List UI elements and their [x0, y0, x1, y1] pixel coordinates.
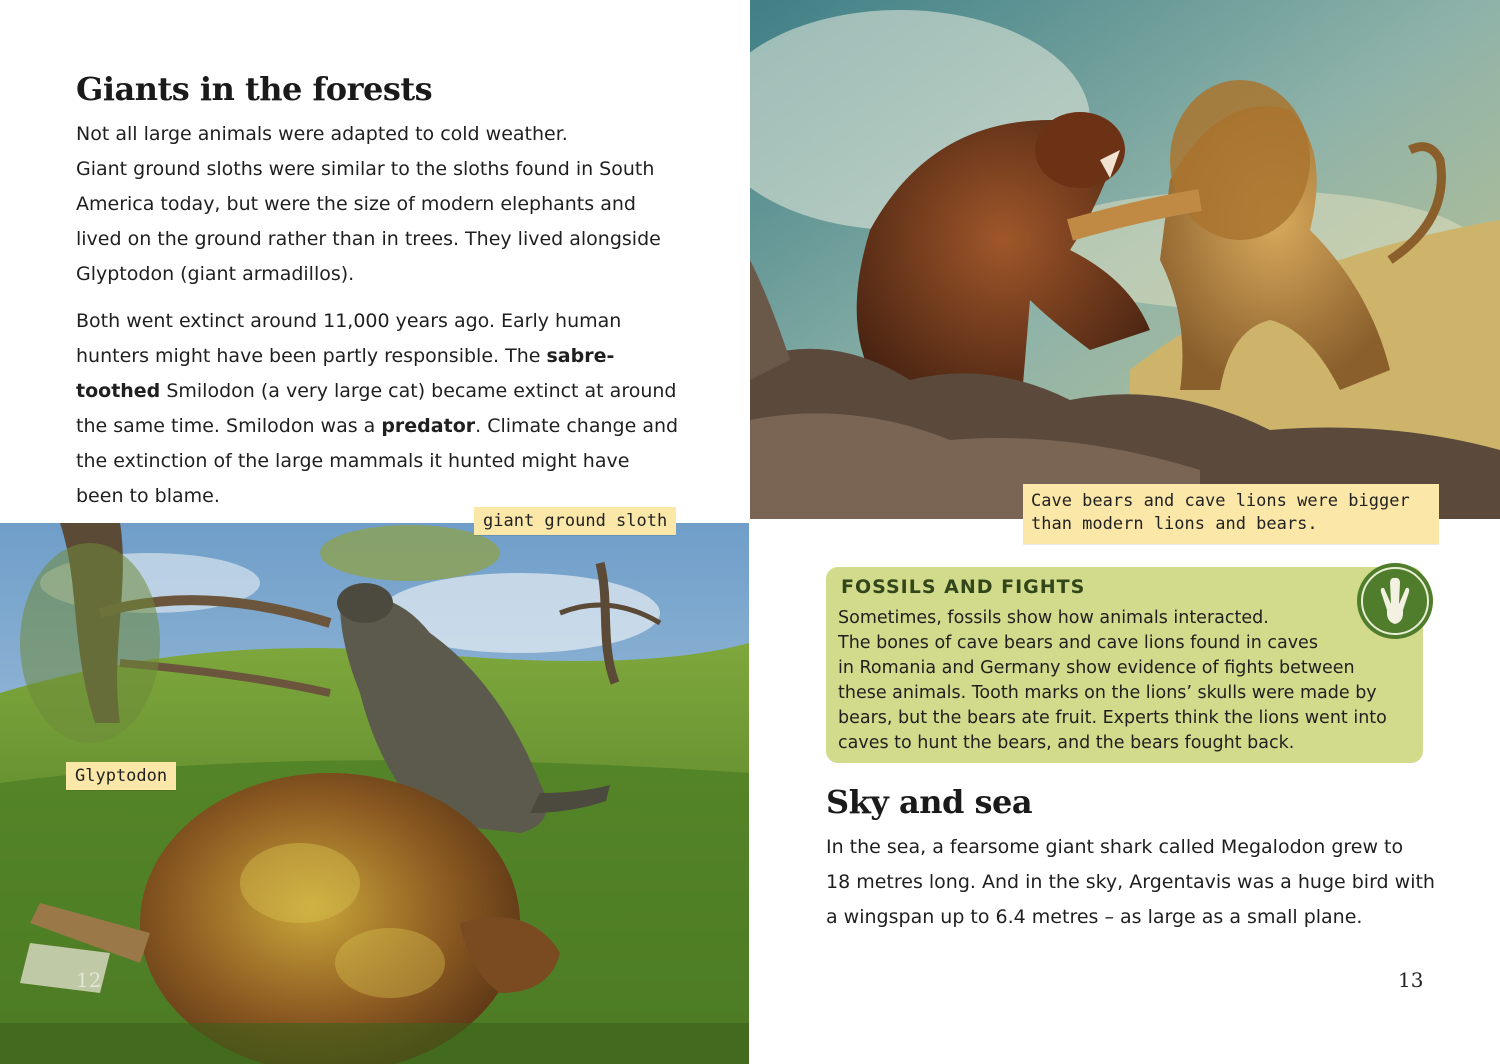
- label-giant-ground-sloth: giant ground sloth: [474, 507, 676, 535]
- paragraph-cold-weather: [76, 117, 661, 292]
- text-line: [76, 339, 678, 374]
- caption-cave-bears-lions: [1023, 484, 1439, 544]
- text-line: a wingspan up to 6.4 metres – as large as a small plane.: [826, 906, 1363, 928]
- text-line: lived on the ground rather than in trees. They lived alongside: [76, 228, 661, 250]
- bear-scene-svg: [750, 0, 1500, 519]
- dinosaur-footprint-icon: [1356, 562, 1434, 640]
- fact-line: in Romania and Germany show evidence of fights between: [838, 658, 1355, 678]
- text-line: In the sea, a fearsome giant shark called Megalodon grew to: [826, 836, 1404, 858]
- glossary-term-sabre-toothed: sabre-: [546, 345, 615, 367]
- label-glyptodon: Glyptodon: [66, 762, 176, 790]
- text-line: Not all large animals were adapted to cold weather.: [76, 123, 568, 145]
- text-line: America today, but were the size of modern elephants and: [76, 193, 636, 215]
- heading-sky-and-sea: Sky and sea: [826, 783, 1033, 821]
- text-run: the same time. Smilodon was a: [76, 415, 382, 437]
- sloth-glyptodon-illustration: [0, 523, 749, 1064]
- text-line: 18 metres long. And in the sky, Argentavis was a huge bird with: [826, 871, 1435, 893]
- sloth-scene-svg: [0, 523, 749, 1064]
- fact-box-title: FOSSILS AND FIGHTS: [841, 576, 1086, 598]
- caption-line: Cave bears and cave lions were bigger: [1031, 491, 1410, 511]
- text-line: the extinction of the large mammals it hunted might have: [76, 450, 630, 472]
- text-run: . Climate change and: [475, 415, 679, 437]
- text-line: Giant ground sloths were similar to the sloths found in South: [76, 158, 655, 180]
- text-line: Both went extinct around 11,000 years ago. Early human: [76, 310, 622, 332]
- paragraph-sky-and-sea: [826, 830, 1435, 935]
- fact-line: these animals. Tooth marks on the lions’ skulls were made by: [838, 683, 1377, 703]
- text-line: [76, 409, 678, 444]
- text-line: Glyptodon (giant armadillos).: [76, 263, 355, 285]
- caption-line: than modern lions and bears.: [1031, 514, 1318, 534]
- fact-line: caves to hunt the bears, and the bears fought back.: [838, 733, 1295, 753]
- paragraph-extinction: [76, 304, 678, 514]
- text-line: [76, 374, 678, 409]
- page-number-right: 13: [1398, 968, 1424, 992]
- glossary-term-predator: predator: [381, 415, 476, 437]
- text-line: been to blame.: [76, 485, 220, 507]
- cave-bear-lion-illustration: [750, 0, 1500, 519]
- text-run: hunters might have been partly responsible. The: [76, 345, 547, 367]
- text-run: Smilodon (a very large cat) became extinct at around: [160, 380, 677, 402]
- fact-line: bears, but the bears ate fruit. Experts think the lions went into: [838, 708, 1387, 728]
- glossary-term-sabre-toothed-cont: toothed: [76, 380, 161, 402]
- fact-box-body: [838, 606, 1387, 756]
- fact-line: The bones of cave bears and cave lions found in caves: [838, 633, 1318, 653]
- page-number-left: 12: [76, 968, 102, 992]
- heading-giants-in-the-forests: Giants in the forests: [76, 70, 433, 108]
- fact-line: Sometimes, fossils show how animals interacted.: [838, 608, 1269, 628]
